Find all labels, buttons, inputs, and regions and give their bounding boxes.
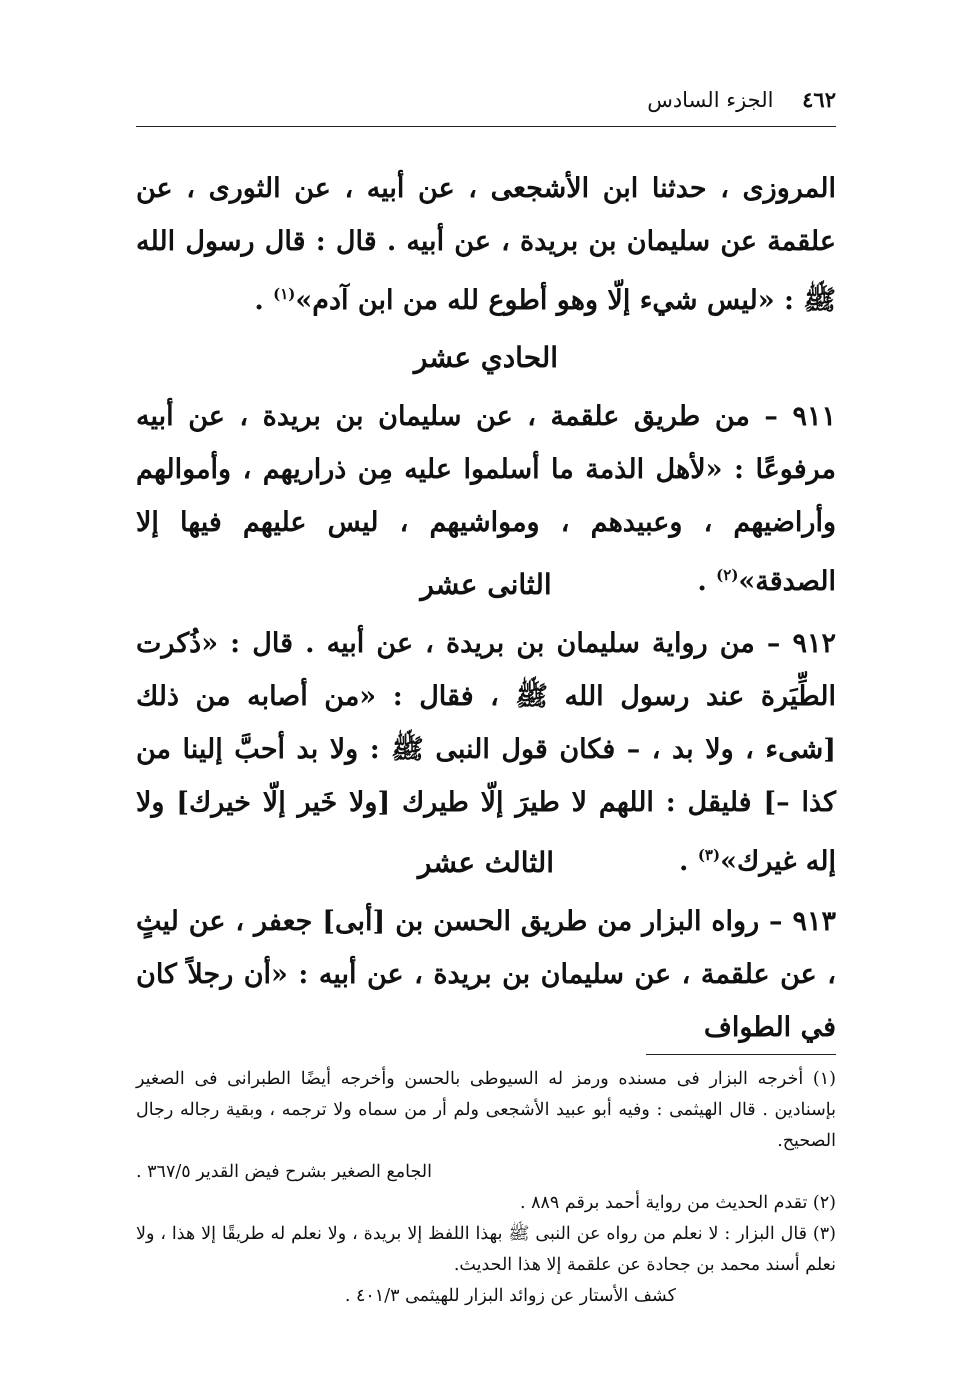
- footnote-ref-1: (١): [273, 285, 296, 303]
- header-divider: [136, 126, 836, 127]
- page-number: ٤٦٢: [802, 87, 836, 112]
- section-heading-12: الثانى عشر: [420, 568, 552, 601]
- running-header: [136, 86, 836, 114]
- footnote-divider: [646, 1054, 836, 1055]
- footnote-2: (٢) تقدم الحديث من رواية أحمد برقم ٨٨٩ .: [519, 1193, 836, 1213]
- footnotes: [136, 1064, 836, 1312]
- footnote-1: (١) أخرجه البزار فى مسنده ورمز له السيوطى بالحسن وأخرجه أيضًا الطبرانى فى الصغير بإسنادين . قال الهيثمى : وفيه أبو عبيد الأشجعى ولم أر من سماه ولا ترجمه ، وبقية رجاله رجال الصحيح.: [136, 1069, 836, 1151]
- hadith-913: [136, 895, 836, 1054]
- part-title: الجزء السادس: [647, 88, 774, 112]
- paragraph-text: ٩١٢ – من رواية سليمان بن بريدة ، عن أبيه . قال : «ذُكرت الطِّيَرة عند رسول الله ﷺ ، فقال : «من أصابه من ذلك [شىء ، ولا بد ، – فكان قول النبى ﷺ : ولا بد أحبَّ إلينا من كذا –] فليقل : اللهم لا طيرَ إلّا طيرك [ولا خَير إلّا خيرك] ولا إله غيرك»: [136, 628, 836, 877]
- paragraph-continuation: [136, 162, 836, 327]
- end-dot: .: [679, 846, 698, 877]
- paragraph-text: ٩١١ – من طريق علقمة ، عن سليمان بن بريدة ، عن أبيه مرفوعًا : «لأهل الذمة ما أسلموا عليه مِن ذراريهم ، وأموالهم وأراضيهم ، وعبيدهم ، ومواشيهم ، ليس عليهم فيها إلا الصدقة»: [136, 401, 836, 597]
- paragraph-text: المروزى ، حدثنا ابن الأشجعى ، عن أبيه ، عن الثورى ، عن علقمة عن سليمان بن بريدة ، عن أبيه . قال : قال رسول الله ﷺ : «ليس شيء إلّا وهو أطوع لله من ابن آدم»: [136, 173, 836, 316]
- section-heading-11: الحادي عشر: [413, 341, 559, 374]
- footnote-ref-2: (٢): [716, 566, 739, 584]
- footnote-3-source: كشف الأستار عن زوائد البزار للهيثمى ٤٠١/٣ .: [344, 1286, 676, 1306]
- footnote-1-source: الجامع الصغير بشرح فيض القدير ٣٦٧/٥ .: [136, 1162, 432, 1182]
- paragraph-text: ٩١٣ – رواه البزار من طريق الحسن بن [أبى] جعفر ، عن ليثٍ ، عن علقمة ، عن سليمان بن بريدة ، عن أبيه : «أن رجلاً كان في الطواف: [136, 906, 836, 1043]
- end-dot: .: [254, 285, 274, 316]
- footnote-3: (٣) قال البزار : لا نعلم من رواه عن النبى ﷺ بهذا اللفظ إلا بريدة ، ولا نعلم له طريقًا إلا هذا ، ولا نعلم أسند محمد بن جحادة عن علقمة إلا هذا الحديث.: [136, 1224, 836, 1275]
- section-heading-13: الثالث عشر: [417, 846, 555, 879]
- footnote-ref-3: (٣): [697, 846, 721, 864]
- end-dot: .: [697, 566, 717, 597]
